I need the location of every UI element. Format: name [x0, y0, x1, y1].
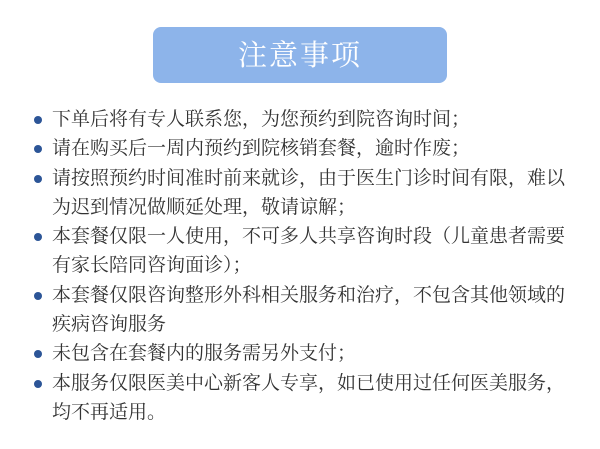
note-line: 有家长陪同咨询面诊）；	[52, 254, 252, 277]
bullet-dot-icon	[34, 350, 42, 358]
list-item	[0, 134, 600, 163]
page-title: 注意事项	[237, 37, 362, 72]
note-line: 请按照预约时间准时前来就诊，由于医生门诊时间有限，难以	[52, 166, 566, 189]
list-item	[0, 339, 600, 368]
note-line: 疾病咨询服务	[52, 313, 167, 336]
note-line: 下单后将有专人联系您，为您预约到院咨询时间；	[52, 108, 471, 130]
bullet-dot-icon	[34, 380, 42, 388]
list-item	[0, 369, 600, 428]
note-line: 请在购买后一周内预约到院核销套餐，逾时作废；	[52, 137, 471, 160]
note-line: 未包含在套餐内的服务需另外支付；	[52, 342, 357, 365]
note-line: 为迟到情况做顺延处理，敬请谅解；	[52, 195, 357, 218]
title-banner	[153, 27, 447, 83]
list-item	[0, 281, 600, 340]
note-line: 均不再适用。	[52, 400, 167, 423]
list-item	[0, 164, 600, 223]
list-item	[0, 105, 600, 134]
bullet-dot-icon	[34, 116, 42, 124]
bullet-dot-icon	[34, 292, 42, 300]
bullet-dot-icon	[34, 175, 42, 183]
bullet-dot-icon	[34, 233, 42, 241]
note-line: 本套餐仅限咨询整形外科相关服务和治疗，不包含其他领域的	[52, 283, 566, 306]
note-line: 本服务仅限医美中心新客人专享，如已使用过任何医美服务，	[52, 371, 566, 394]
notes-list	[0, 105, 600, 427]
note-line: 本套餐仅限一人使用，不可多人共享咨询时段（儿童患者需要	[52, 225, 566, 248]
list-item	[0, 222, 600, 281]
bullet-dot-icon	[34, 145, 42, 153]
